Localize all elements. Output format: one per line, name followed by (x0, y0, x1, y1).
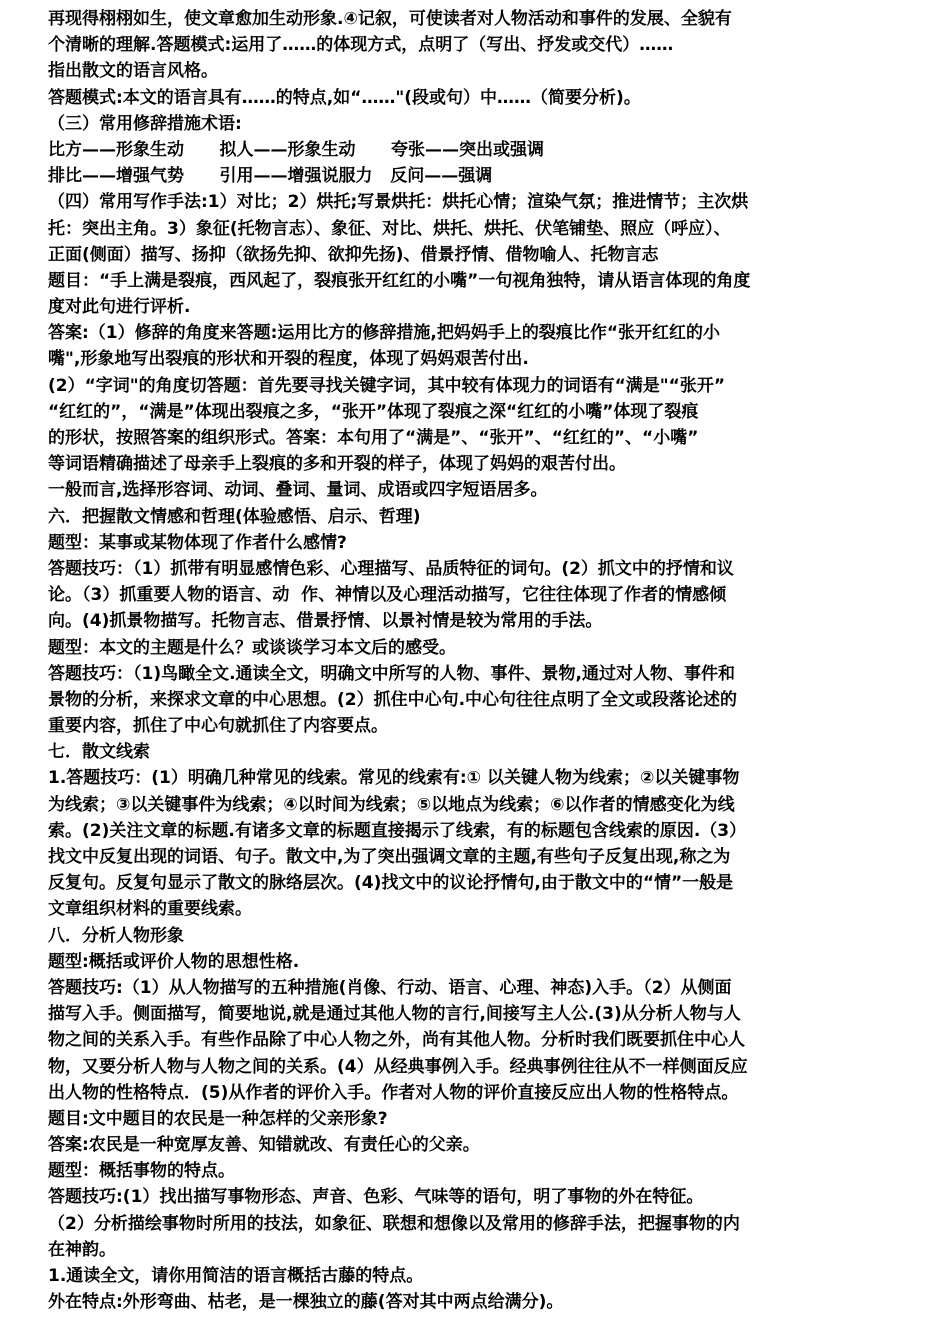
text-line: 物之间的关系入手。有些作品除了中心人物之外，尚有其他人物。分析时我们既要抓住中心人 (48, 1030, 745, 1051)
text-line: 题型:概括或评价人物的思想性格. (48, 951, 300, 972)
text-line: 找文中反复出现的词语、句子。散文中,为了突出强调文章的主题,有些句子反复出现,称之为 (48, 847, 731, 867)
section-heading: 八．分析人物形象 (48, 925, 184, 946)
text-line: 1.答题技巧：(1）明确几种常见的线索。常见的线索有:① 以关键人物为线索；②以关键事物 (48, 768, 740, 789)
text-line: (2）“字词"的角度切答题：首先要寻找关键字词，其中较有体现力的词语有“满是"“张开” (48, 375, 726, 396)
text-line: 答题技巧：（1）抓带有明显感情色彩、心理描写、品质特征的词句。(2）抓文中的抒情和议 (48, 558, 734, 579)
text-line: 出人物的性格特点．(5)从作者的评价入手。作者对人物的评价直接反应出人物的性格特点。 (48, 1082, 739, 1103)
text-line: 重要内容，抓住了中心句就抓住了内容要点。 (48, 716, 388, 737)
text-line: 答案:农民是一种宽厚友善、知错就改、有责任心的父亲。 (48, 1135, 480, 1156)
text-line: 答题技巧:（1）从人物描写的五种措施(肖像、行动、语言、心理、神态)入手。（2）从侧面 (48, 977, 732, 998)
text-line: 1.通读全文，请你用简洁的语言概括古藤的特点。 (48, 1266, 424, 1286)
text-line: 再现得栩栩如生，使文章愈加生动形象.④记叙，可使读者对人物活动和事件的发展、全貌有 (48, 9, 732, 29)
text-line: 在神韵。 (48, 1239, 116, 1260)
text-line: 论。（3）抓重要人物的语言、动 作、神情以及心理活动描写，它往往体现了作者的情感倾 (48, 585, 727, 606)
section-heading: 六．把握散文情感和哲理(体验感悟、启示、哲理) (48, 506, 421, 527)
text-line: 反复句。反复句显示了散文的脉络层次。(4)找文中的议论抒情句,由于散文中的“情”一般是 (48, 873, 734, 894)
text-line: （2）分析描绘事物时所用的技法，如象征、联想和想像以及常用的修辞手法，把握事物的内 (48, 1213, 740, 1234)
section-heading: （三）常用修辞措施术语: (48, 113, 242, 134)
text-line: 文章组织材料的重要线索。 (48, 899, 252, 920)
text-line: 题型：本文的主题是什么？或谈谈学习本文后的感受。 (48, 637, 456, 658)
text-line: 答题技巧:(1）找出描写事物形态、声音、色彩、气味等的语句，明了事物的外在特征。 (48, 1187, 704, 1208)
text-line: 向。(4)抓景物描写。托物言志、借景抒情、以景衬情是较为常用的手法。 (48, 611, 603, 632)
text-line: 答题模式:本文的语言具有……的特点,如“……"(段或句）中……（简要分析)。 (48, 87, 641, 108)
text-line: 个清晰的理解.答题模式:运用了……的体现方式，点明了（写出、抒发或交代）…… (48, 35, 674, 56)
text-line: 题目:文中题目的农民是一种怎样的父亲形象? (48, 1108, 388, 1129)
text-line: “红红的”，“满是”体现出裂痕之多，“张开”体现了裂痕之深“红红的小嘴”体现了裂痕 (48, 401, 699, 422)
text-line: 指出散文的语言风格。 (48, 61, 218, 82)
text-line: 排比——增强气势 引用——增强说服力 反问——强调 (48, 166, 493, 187)
text-line: 答案:（1）修辞的角度来答题:运用比方的修辞措施,把妈妈手上的裂痕比作“张开红红的小 (48, 323, 721, 344)
text-line: 题型：某事或某物体现了作者什么感情? (48, 532, 347, 553)
text-line: 题型：概括事物的特点。 (48, 1161, 235, 1182)
section-heading: 七．散文线索 (48, 742, 150, 763)
text-line: 度对此句进行评析. (48, 297, 191, 318)
text-line: 比方——形象生动 拟人——形象生动 夸张——突出或强调 (48, 139, 545, 160)
section-heading: （四）常用写作手法:1）对比；2）烘托;写景烘托：烘托心情；渲染气氛；推进情节；主次烘 (48, 192, 749, 213)
text-line: 正面(侧面）描写、扬抑（欲扬先抑、欲抑先扬)、借景抒情、借物喻人、托物言志 (48, 244, 659, 265)
text-line: 为线索；③以关键事件为线索；④以时间为线索；⑤以地点为线索；⑥以作者的情感变化为线 (48, 794, 735, 815)
text-line: 托：突出主角。3）象征(托物言志）、象征、对比、烘托、烘托、伏笔铺垫、照应（呼应）、 (48, 218, 731, 239)
text-line: 描写入手。侧面描写，简要地说,就是通过其他人物的言行,间接写主人公.(3)从分析人物与人 (48, 1004, 741, 1025)
text-line: 索。(2)关注文章的标题.有诸多文章的标题直接揭示了线索，有的标题包含线索的原因.（3） (48, 820, 747, 841)
text-line: 等词语精确描述了母亲手上裂痕的多和开裂的样子，体现了妈妈的艰苦付出。 (48, 454, 626, 475)
text-line: 答题技巧：（1)鸟瞰全文.通读全文，明确文中所写的人物、事件、景物,通过对人物、事件和 (48, 663, 736, 684)
text-line: 一般而言,选择形容词、动词、叠词、量词、成语或四字短语居多。 (48, 480, 548, 501)
text-line: 的形状，按照答案的组织形式。答案：本句用了“满是”、“张开”、“红红的”、“小嘴” (48, 428, 699, 448)
text-line: 物，又要分析人物与人物之间的关系。(4）从经典事例入手。经典事例往往从不一样侧面反应 (48, 1056, 748, 1077)
text-line: 题目：“手上满是裂痕，西风起了，裂痕张开红红的小嘴”一句视角独特，请从语言体现的角度 (48, 270, 751, 291)
text-line: 景物的分析，来探求文章的中心思想。(2）抓住中心句.中心句往往点明了全文或段落论述的 (48, 689, 738, 710)
text-line: 嘴",形象地写出裂痕的形状和开裂的程度，体现了妈妈艰苦付出. (48, 349, 529, 370)
text-line: 外在特点:外形弯曲、枯老，是一棵独立的藤(答对其中两点给满分)。 (48, 1292, 564, 1313)
